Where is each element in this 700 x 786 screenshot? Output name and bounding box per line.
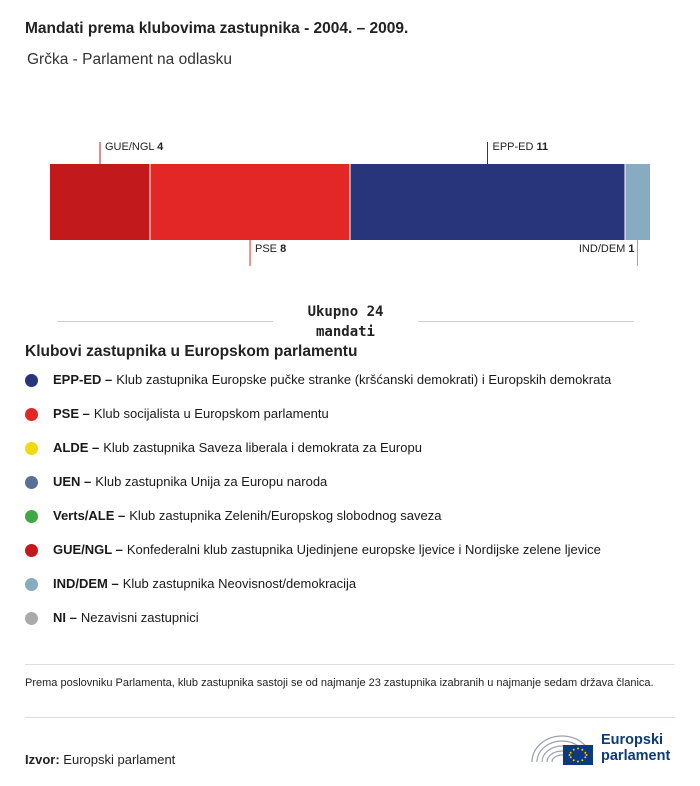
- legend-dot-icon: [25, 408, 38, 421]
- legend-code: IND/DEM –: [53, 576, 119, 591]
- legend-code: EPP-ED –: [53, 372, 113, 387]
- total-seats-line2: mandati: [315, 324, 375, 340]
- legend-title: Klubovi zastupnika u Europskom parlamentu: [25, 343, 358, 360]
- legend-item: [25, 508, 685, 542]
- data-label-value: 11: [536, 141, 549, 153]
- source-label: Izvor:: [25, 752, 60, 767]
- bar-segment-epp-ed: [350, 164, 625, 240]
- legend-item: [25, 440, 685, 474]
- legend-item: [25, 576, 685, 610]
- data-label-category: GUE/NGL: [105, 141, 158, 153]
- legend-dot-icon: [25, 442, 38, 455]
- legend-item: [25, 542, 685, 576]
- data-label-value: 4: [157, 141, 164, 153]
- data-label-gue-ngl: [105, 141, 164, 153]
- legend-code: UEN –: [53, 474, 92, 489]
- legend-dot-icon: [25, 578, 38, 591]
- legend-description: Klub zastupnika Zelenih/Europskog slobodnog saveza: [129, 508, 442, 523]
- legend-item: [25, 474, 685, 508]
- divider-right: [418, 321, 634, 322]
- data-label-ind-dem: [579, 243, 635, 255]
- data-label-value: 8: [280, 243, 287, 255]
- data-label-value: 1: [628, 243, 635, 255]
- data-label-pse: [255, 243, 286, 255]
- source-line: [25, 752, 175, 767]
- total-seats-line1: Ukupno 24: [307, 304, 384, 320]
- note-divider-bottom: [25, 717, 675, 718]
- legend-code: ALDE –: [53, 440, 100, 455]
- legend-description: Klub zastupnika Europske pučke stranke (kršćanski demokrati) i Europskih demokrata: [116, 372, 612, 387]
- legend-dot-icon: [25, 510, 38, 523]
- stacked-seat-bar-chart: [0, 130, 700, 280]
- source-value: Europski parlament: [63, 752, 176, 767]
- legend-item: [25, 406, 685, 440]
- legend-description: Nezavisni zastupnici: [80, 610, 199, 625]
- legend-description: Konfederalni klub zastupnika Ujedinjene europske ljevice i Nordijske zelene ljevice: [126, 542, 601, 557]
- data-label-category: IND/DEM: [578, 243, 629, 255]
- logo-wordmark: [601, 732, 670, 764]
- legend-description: Klub zastupnika Saveza liberala i demokrata za Europu: [103, 440, 422, 455]
- data-label-category: EPP-ED: [492, 141, 537, 153]
- legend-code: NI –: [53, 610, 77, 625]
- divider-left: [57, 321, 273, 322]
- bar-segment-ind-dem: [625, 164, 650, 240]
- hemicycle-icon: [528, 728, 598, 768]
- legend-description: Klub socijalista u Europskom parlamentu: [93, 406, 329, 421]
- legend-description: Klub zastupnika Neovisnost/demokracija: [122, 576, 357, 591]
- bar-segment-pse: [150, 164, 350, 240]
- data-label-category: PSE: [255, 243, 281, 255]
- legend-code: PSE –: [53, 406, 90, 421]
- legend-dot-icon: [25, 612, 38, 625]
- note-divider-top: [25, 664, 675, 665]
- legend-dot-icon: [25, 476, 38, 489]
- legend-code: GUE/NGL –: [53, 542, 123, 557]
- legend-dot-icon: [25, 544, 38, 557]
- legend-item: [25, 372, 685, 406]
- chart-subtitle: Grčka - Parlament na odlasku: [27, 51, 233, 68]
- total-seats: [0, 302, 700, 342]
- legend-list: [25, 372, 685, 644]
- bar-segment-gue-ngl: [50, 164, 150, 240]
- legend-item: [25, 610, 685, 644]
- logo-line2: parlament: [601, 748, 671, 764]
- chart-title: Mandati prema klubovima zastupnika - 2004. – 2009.: [25, 20, 409, 37]
- legend-description: Klub zastupnika Unija za Europu naroda: [95, 474, 328, 489]
- data-label-epp-ed: [493, 141, 549, 153]
- legend-code: Verts/ALE –: [53, 508, 126, 523]
- logo-line1: Europski: [601, 732, 664, 748]
- total-seats-label: [273, 302, 418, 342]
- footnote: Prema poslovniku Parlamenta, klub zastupnika sastoji se od najmanje 23 zastupnika izabranih u najmanje sedam država članica.: [25, 677, 654, 689]
- european-parliament-logo-icon: [528, 728, 678, 768]
- legend-dot-icon: [25, 374, 38, 387]
